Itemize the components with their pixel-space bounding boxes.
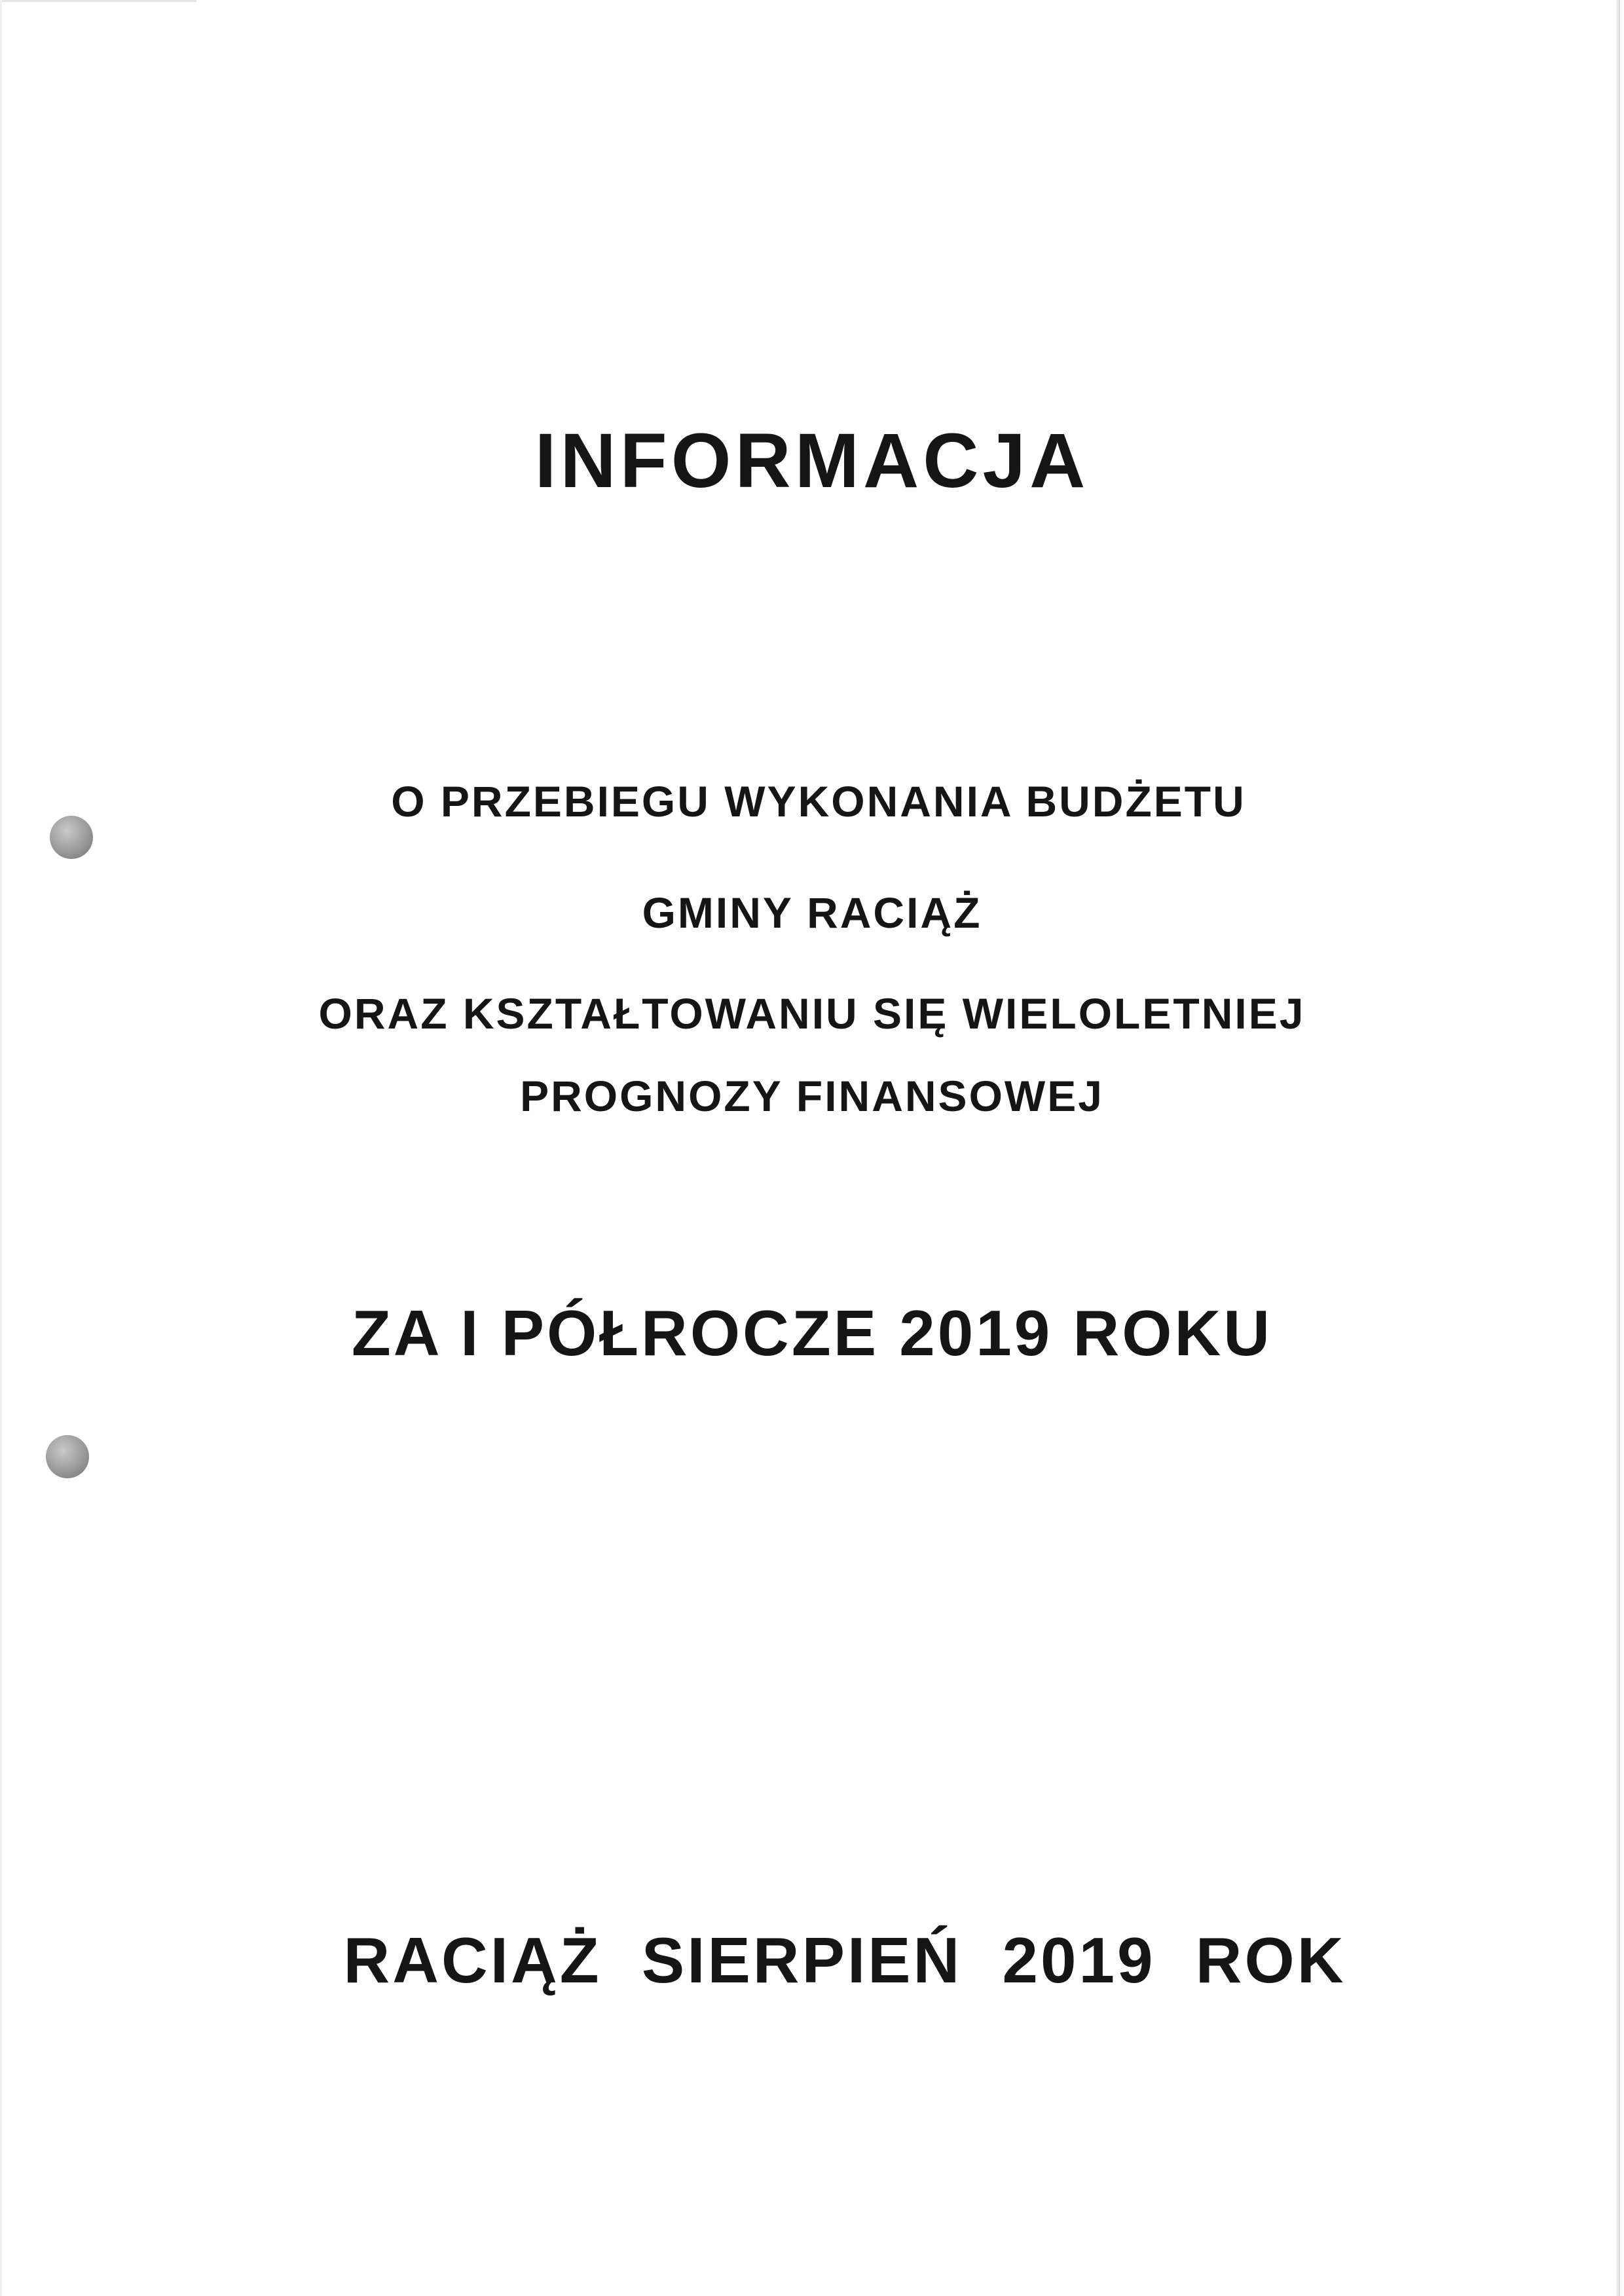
scan-left-edge [0, 0, 2, 2296]
punch-hole-bottom [46, 1435, 89, 1478]
reporting-period: ZA I PÓŁROCZE 2019 ROKU [351, 1297, 1273, 1369]
subtitle-line-1: O PRZEBIEGU WYKONANIA BUDŻETU [391, 777, 1246, 826]
subtitle-line-4: PROGNOZY FINANSOWEJ [520, 1072, 1104, 1120]
subtitle-line-3: ORAZ KSZTAŁTOWANIU SIĘ WIELOLETNIEJ [318, 989, 1306, 1038]
subtitle-line-2: GMINY RACIĄŻ [642, 888, 982, 937]
scan-top-edge [0, 0, 196, 2]
document-title: INFORMACJA [534, 418, 1090, 504]
place-and-date: RACIĄŻ SIERPIEŃ 2019 ROK [343, 1924, 1346, 1996]
